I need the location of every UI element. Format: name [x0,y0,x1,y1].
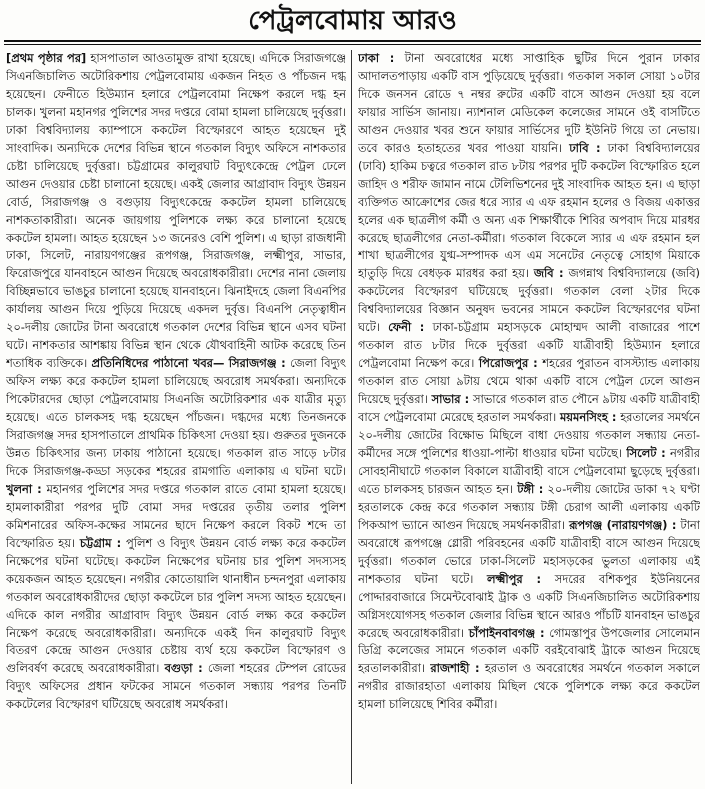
headline-rule-bottom [4,44,701,45]
article-text: হরতালের সমর্থনে ২০-দলীয় জোটের বিক্ষোভ মিছিলে বাধা দেওয়ায় গতকাল সন্ধ্যায় নেতা-কর্মীদের সঙ্গে পুলিশের ধাওয়া-পাল্টা ধাওয়ার ঘটনা ঘটেছে। [358,410,700,460]
place-label-sirajganj: সিরাজগঞ্জ : [228,356,286,371]
place-label-bogura: বগুড়া : [164,661,203,676]
article-text: ২০-দলীয় জোটের ডাকা ৭২ ঘণ্টা হরতালকে কেন্দ্র করে গতকাল সন্ধ্যায় টঙ্গী চেরাগ আলী এলাকায় একটি পিকআপ ভ্যানে আগুন দিয়েছে সমর্থনকারীরা। [358,481,700,532]
headline: পেট্রলবোমায় আরও [248,6,457,36]
place-label-feni: ফেনী : [388,320,425,335]
article-text: সদরের বশিকপুর ইউনিয়নের পোদ্দারবাজারে সিমেন্টবোঝাই ট্রাক ও একটি সিএনজিচালিত অটোরিকশায় অগ্নিসংযোগসহ গতকাল জেলার বিভিন্ন স্থানে আরও পাঁচটি যানবাহন ভাঙচুর করেছে অবরোধকারীরা। [358,571,700,640]
place-label-tongi: টঙ্গী : [517,481,544,496]
place-label-khulna: খুলনা : [6,481,42,496]
place-label-laxmipur: লক্ষ্মীপুর : [486,571,542,586]
place-label-dhaka: ঢাকা : [358,51,395,65]
column-divider [351,50,352,784]
article-text: হরতাল ও অবরোধের সমর্থনে গতকাল সকালে নগরীর রাজারহাতা এলাকায় মিছিল থেকে পুলিশকে লক্ষ্য করে ককটেল হামলা চালিয়েছে শিবির কর্মীরা। [358,661,700,712]
article-text: নগরীর সোবহানীঘাটে গতকাল বিকালে যাত্রীবাহী বাসে পেট্রলবোমা ছুড়েছে দুর্বৃত্তরা। এতে চালকসহ চারজন আহত হন। [358,445,700,496]
article-text: পুলিশ ও বিদ্যুৎ উন্নয়ন বোর্ড লক্ষ্য করে ককটেল নিক্ষেপের ঘটনা ঘটেছে। ককটেল নিক্ষেপের ঘটনায় চার পুলিশ সদস্যসহ কয়েকজন আহত হয়েছেন। নগরীর কোতোয়ালি থানাধীন চন্দনপুরা এলাকায় গতকাল অবরোধকারীদের ছোড়া ককটেলে চার পুলিশ সদস্য আহত হয়েছেন। এদিকে কাল নগরীর আগ্রাবাদ বিদ্যুৎ উন্নয়ন বোর্ড লক্ষ্য করে ককটেল নিক্ষেপ করেছে অবরোধকারীরা। অন্যদিকে একই দিন কালুরঘাট বিদ্যুৎ বিতরণ কেন্দ্রে আগুন দেওয়ার চেষ্টায় ব্যর্থ হয়ে ককটেল বিস্ফোরণ ও গুলিবর্ষণ করেছে অবরোধকারীরা। [6,535,346,676]
article-text: হাসপাতাল আওতামুক্ত রাখা হয়েছে। এদিকে সিরাজগঞ্জে সিএনজিচালিত অটোরিকশায় পেট্রলবোমায় একজন নিহত ও পাঁচজন দগ্ধ হয়েছেন। ফেনীতে হিউম্যান হলারে পেট্রলবোমা নিক্ষেপ করলে দগ্ধ হন চালক। খুলনা মহানগর পুলিশের সদর দপ্তরে বোমা হামলা চালিয়েছে দুর্বৃত্তরা। ঢাকা বিশ্ববিদ্যালয় ক্যাম্পাসে ককটেল বিস্ফোরণে আহত হয়েছেন দুই সাংবাদিক। অন্যদিকে দেশের বিভিন্ন স্থানে গতকাল বিদ্যুৎ অফিসে নাশকতার চেষ্টা চালিয়েছে দুর্বৃত্তরা। চট্টগ্রামের কালুরঘাট বিদ্যুৎকেন্দ্রে পেট্রল ঢেলে আগুন দেওয়ার চেষ্টা চালানো হয়েছে। একই জেলার আগ্রাবাদ বিদ্যুৎ উন্নয়ন বোর্ড, সিরাজগঞ্জ ও বগুড়ায় বিদ্যুৎকেন্দ্রে ককটেল হামলা চালিয়েছে নাশকতাকারীরা। অনেক জায়গায় পুলিশকে লক্ষ্য করে চালানো হয়েছে ককটেল হামলা। আহত হয়েছেন ১৩ জনেরও বেশি পুলিশ। এ ছাড়া রাজধানী ঢাকা, সিলেট, নারায়ণগঞ্জের রূপগঞ্জ, সিরাজগঞ্জ, লক্ষ্মীপুর, সাভার, ফিরোজপুরে যানবাহনে আগুন দিয়েছে অবরোধকারীরা। দেশের নানা জেলায় বিচ্ছিন্নভাবে ভাঙচুর চালানো হয়েছে যানবাহনে। ঝিনাইদহে জেলা বিএনপির কার্যালয় আগুন দিয়ে পুড়িয়ে দিয়েছে একদল দুর্বৃত্ত। বিএনপি নেতৃত্বাধীন ২০-দলীয় জোটের টানা অবরোধে গতকাল দেশের বিভিন্ন স্থানে এসব ঘটনা ঘটে। নাশকতার আশঙ্কায় বিভিন্ন স্থান থেকে যৌথবাহিনী আটক করেছে তিন শতাধিক ব্যক্তিকে। [6,51,346,371]
place-label-sylhet: সিলেট : [626,445,666,460]
article-text: টানা অবরোধের মধ্যে সাপ্তাহিক ছুটির দিনে পুরান ঢাকার আদালতপাড়ায় একটি বাস পুড়িয়েছে দুর্বৃত্তরা। গতকাল সকাল সোয়া ১০টার দিকে জনসন রোডে ৭ নম্বর রুটের একটি বাসে আগুন দেওয়া হয় বলে ফায়ার সার্ভিস জানায়। ন্যাশনাল মেডিকেল কলেজের সামনে ওই বাসটিতে আগুন দেওয়ার খবর শুনে ফায়ার সার্ভিসের দুটি ইউনিট গিয়ে তা নেভায়। তবে কারও হতাহতের খবর পাওয়া যায়নি। [358,51,700,155]
article-column-left [6,50,346,784]
place-label-dhabi: ঢাবি : [569,140,601,155]
article-text: জেলা শহরের টেম্পল রোডের বিদ্যুৎ অফিসের প্রধান ফটকের সামনে গতকাল সন্ধ্যায় পরপর তিনটি ককটেলের বিস্ফোরণ ঘটিয়েছে অবরোধ সমর্থকরা। [6,661,346,712]
article-text: টানা অবরোধে রূপগঞ্জে গ্লোরী পরিবহনের একটি যাত্রীবাহী বাসে আগুন দিয়েছে দুর্বৃত্তরা। গতকাল ভোরে ঢাকা-সিলেট মহাসড়কের ভুলতা এলাকায় এই নাশকতার ঘটনা ঘটে। [358,517,700,586]
article-text: জেলা বিদ্যুৎ অফিস লক্ষ্য করে ককটেল হামলা চালিয়েছে অবরোধ সমর্থকরা। অন্যদিকে পিকেটারদের ছোড়া পেট্রলবোমায় সিএনজি অটোরিকশার এক যাত্রীর মৃত্যু হয়েছে। এতে চালকসহ দগ্ধ হয়েছেন পাঁচজন। দগ্ধদের মধ্যে তিনজনকে সিরাজগঞ্জ সদর হাসপাতালে প্রাথমিক চিকিৎসা দেওয়া হয়। গুরুতর দুজনকে উন্নত চিকিৎসার জন্য ঢাকায় পাঠানো হয়েছে। গতকাল রাত সাড়ে ৮টার দিকে সিরাজগঞ্জ-কড্ডা সড়কের শহরের রামগাতি এলাকায় এ ঘটনা ঘটে। [6,356,346,478]
article-text: গোমস্তাপুর উপজেলার সোলেমান ডিগ্রি কলেজের সামনে গতকাল একটি বরইবোঝাই ট্রাকে আগুন দিয়েছে হরতালকারীরা। [358,625,700,676]
article-text: সাভারে গতকাল রাত পৌনে ৯টায় একটি যাত্রীবাহী বাসে পেট্রলবোমা মেরেছে হরতাল সমর্থকরা। [358,392,700,425]
article-text: ঢাকা বিশ্ববিদ্যালয়ের (ঢাবি) হাকিম চত্বরে গতকাল রাত ৮টায় পরপর দুটি ককটেল বিস্ফোরিত হলে জাহিদ ও শরীফ জামান নামে টেলিভিশনের দুই সাংবাদিক আহত হন। এ ছাড়া ব্যক্তিগত আক্রোশের জের ধরে স্যার এ এফ রহমান হলের ও বিজয় একাত্তর হলের এক ছাত্রলীগ কর্মী ও অন্য এক শিক্ষার্থীকে শিবির অপবাদ দিয়ে মারধর করেছে ছাত্রলীগের নেতা-কর্মীরা। গতকাল বিকেলে স্যার এ এফ রহমান হল শাখা ছাত্রলীগের যুগ্ম-সম্পাদক এস এম সনেটের নেতৃত্বে সোহাগ মিয়াকে হাতুড়ি দিয়ে বেধড়ক মারধর করা হয়। [358,140,700,281]
article-text: ঢাকা-চট্টগ্রাম মহাসড়কে মোহাম্মদ আলী বাজারের পাশে গতকাল রাত ৮টার দিকে দুর্বৃত্তরা একটি যাত্রীবাহী হিউম্যান হলারে পেট্রলবোমা নিক্ষেপ করে। [358,320,700,371]
place-label-chattogram: চট্টগ্রাম : [79,535,122,550]
correspondents-label: প্রতিনিধিদের পাঠানো খবর— [91,356,225,371]
place-label-savar: সাভার : [431,392,470,407]
article-paragraph [358,50,700,714]
article-text: শহরের পুরাতন বাসস্ট্যান্ড এলাকায় গতকাল রাত সোয়া ৯টায় থেমে থাকা একটি বাসে পেট্রল ঢেলে আগুন দিয়েছে দুর্বৃত্তরা। [358,356,700,407]
place-label-rupganj: রূপগঞ্জ (নারায়ণগঞ্জ) : [569,517,677,532]
place-label-mymensingh: ময়মনসিংহ : [559,410,617,425]
headline-rule-top [4,40,701,42]
place-label-firozpur: পিরোজপুর : [478,356,538,371]
article-paragraph [6,50,346,714]
article-text: জগন্নাথ বিশ্ববিদ্যালয়ে (জবি) ককটেলের বিস্ফোরণ ঘটিয়েছে দুর্বৃত্তরা। গতকাল বেলা ২টার দিকে বিশ্ববিদ্যালয়ের বিজ্ঞান অনুষদ ভবনের সামনে ককটেল বিস্ফোরণের ঘটনা ঘটে। [358,266,700,335]
place-label-jobi: জবি : [533,266,564,281]
place-label-rajshahi: রাজশাহী : [430,661,480,676]
article-column-right [358,50,700,784]
continuation-label: [প্রথম পৃষ্ঠার পর] [6,51,87,65]
article-text: মহানগর পুলিশের সদর দপ্তরে গতকাল রাতে বোমা হামলা হয়েছে। হামলাকারীরা পরপর দুটি বোমা সদর দপ্তরের তৃতীয় তলার পুলিশ কমিশনারের অফিস-কক্ষের সামনের ছাদে নিক্ষেপ করলে বিকট শব্দে তা বিস্ফোরিত হয়। [6,481,346,550]
place-label-chapainawabganj: চাঁপাইনবাবগঞ্জ : [468,625,545,640]
